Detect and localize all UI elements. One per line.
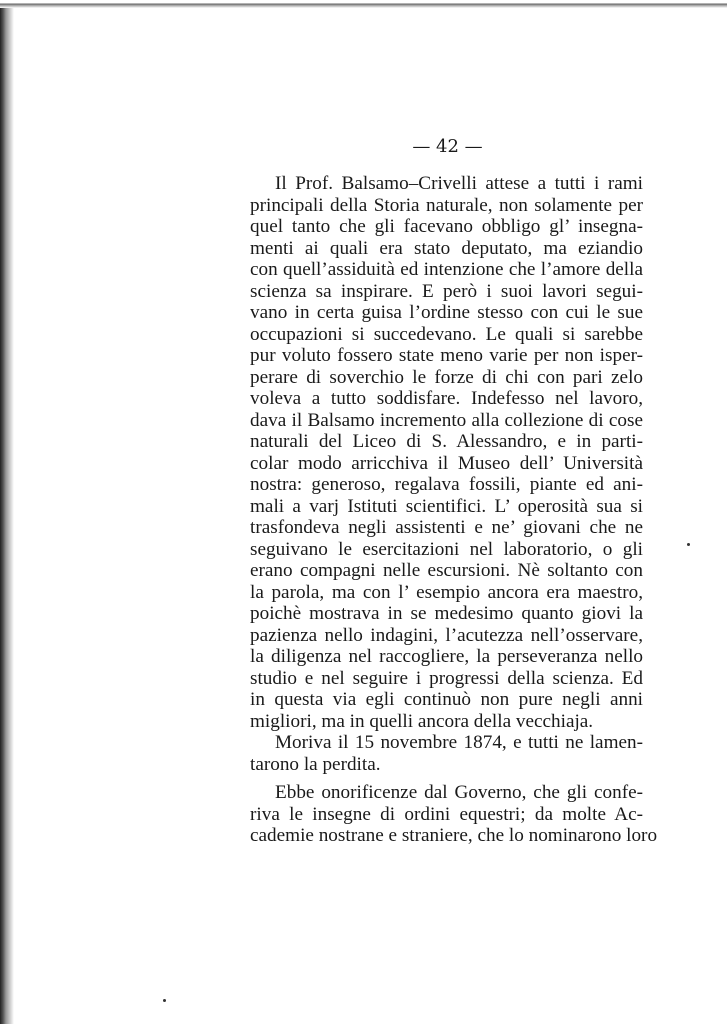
- text-line: scienza sa inspirare. E però i suoi lavori segui-: [250, 280, 643, 302]
- text-line: cademie nostrane e straniere, che lo nominarono loro: [250, 825, 658, 846]
- scan-speck: [687, 543, 690, 546]
- text-line: Il Prof. Balsamo–Crivelli attese a tutti i rami: [275, 173, 643, 194]
- text-line: poichè mostrava in se medesimo quanto giovi la: [250, 603, 643, 624]
- paragraph: [250, 782, 658, 847]
- text-line: Ebbe onorificenze dal Governo, che gli confe-: [275, 782, 643, 803]
- text-line: seguivano le esercitazioni nel laboratorio, o gli: [250, 538, 643, 560]
- text-line: Moriva il 15 novembre 1874, e tutti ne lamen-: [275, 732, 643, 753]
- text-line: quel tanto che gli facevano obbligo gl’ insegna-: [250, 216, 643, 237]
- text-line: vano in certa guisa l’ordine stesso con cui le sue: [250, 302, 643, 323]
- text-line: tarono la perdita.: [250, 753, 381, 775]
- paragraph: [250, 732, 643, 775]
- text-line: pazienza nello indagini, l’acutezza nell’osservare,: [250, 624, 643, 646]
- text-line: colar modo arricchiva il Museo dell’ Università: [250, 452, 643, 474]
- page-number: — 42 —: [412, 136, 483, 157]
- text-line: principali della Storia naturale, non solamente per: [250, 194, 643, 216]
- text-line: nostra: generoso, regalava fossili, piante ed ani-: [250, 474, 643, 495]
- text-line: erano compagni nelle escursioni. Nè soltanto con: [250, 560, 643, 581]
- scan-speck: [163, 999, 166, 1002]
- text-line: la diligenza nel raccogliere, la perseveranza nello: [250, 646, 643, 667]
- body-text: [250, 173, 658, 847]
- paragraph: [250, 173, 643, 732]
- text-line: trasfondeva negli assistenti e ne’ giovani che ne: [250, 517, 643, 538]
- text-line: voleva a tutto soddisfare. Indefesso nel lavoro,: [250, 388, 643, 409]
- text-line: occupazioni si succedevano. Le quali si sarebbe: [250, 323, 643, 345]
- scan-left-edge: [0, 0, 14, 1024]
- text-line: in questa via egli continuò non pure negli anni: [250, 689, 643, 710]
- text-line: naturali del Liceo di S. Alessandro, e in parti-: [250, 431, 643, 452]
- text-line: pur voluto fossero state meno varie per non isper-: [250, 345, 643, 366]
- text-line: con quell’assiduità ed intenzione che l’amore della: [250, 259, 643, 280]
- text-line: studio e nel seguire i progressi della scienza. Ed: [250, 667, 643, 689]
- text-line: perare di soverchio le forze di chi con pari zelo: [250, 366, 643, 388]
- text-line: la parola, ma con l’ esempio ancora era maestro,: [250, 581, 643, 603]
- scan-top-edge: [0, 0, 727, 8]
- text-line: riva le insegne di ordini equestri; da molte Ac-: [250, 803, 643, 825]
- text-line: migliori, ma in quelli ancora della vecchiaja.: [250, 710, 594, 732]
- text-line: dava il Balsamo incremento alla collezione di cose: [250, 409, 643, 431]
- text-line: menti ai quali era stato deputato, ma eziandio: [250, 237, 643, 259]
- text-line: mali a varj Istituti scientifici. L’ operosità sua si: [250, 495, 643, 517]
